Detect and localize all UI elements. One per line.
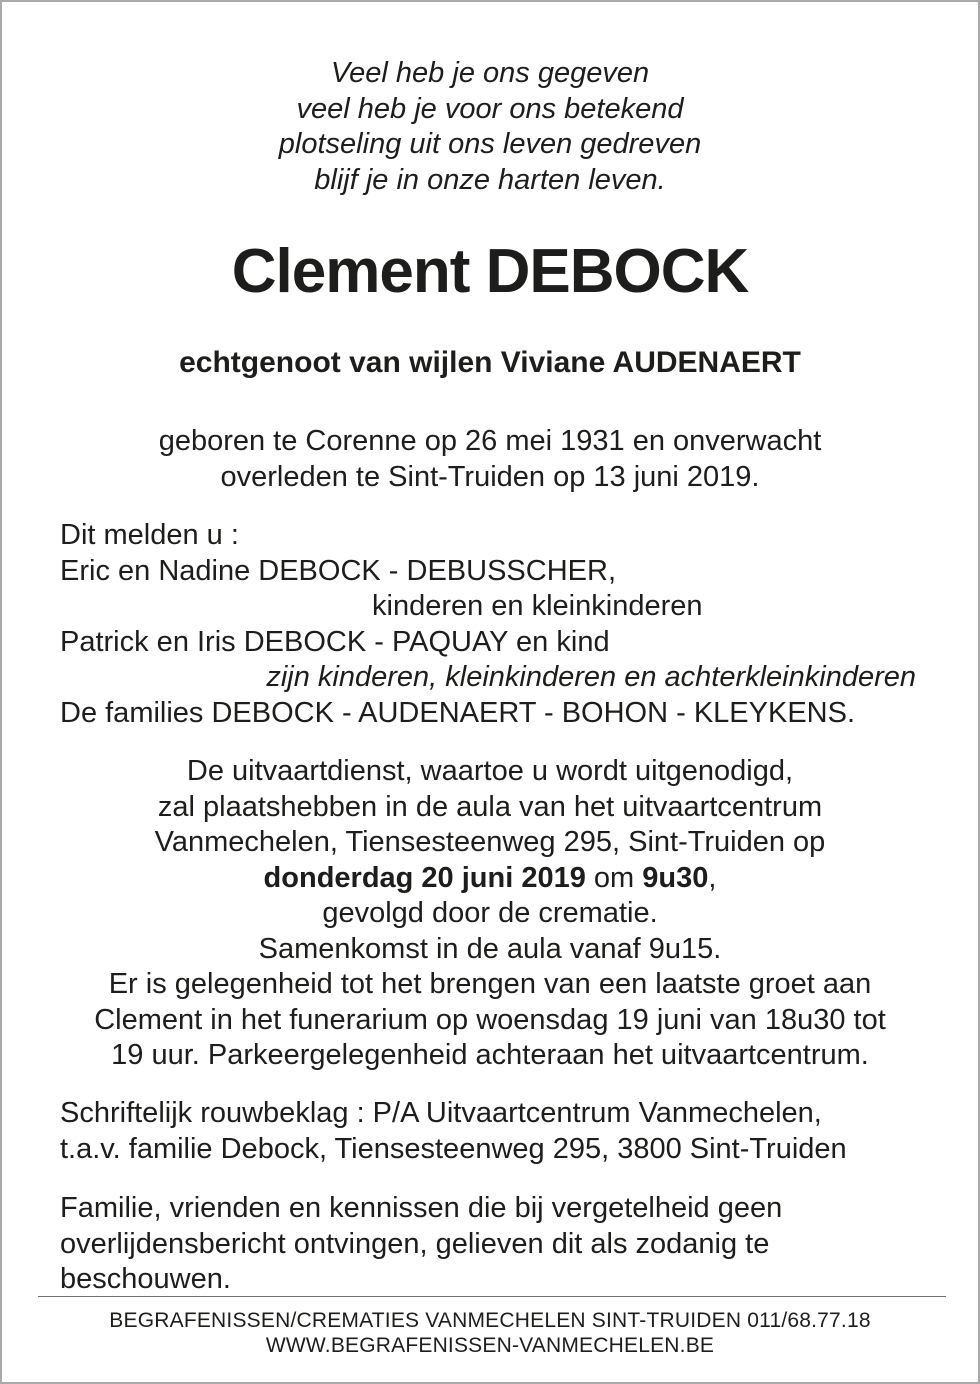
condolence-line: t.a.v. familie Debock, Tiensesteenweg 295, 3800 Sint-Truiden bbox=[60, 1132, 847, 1165]
death-line: overleden te Sint-Truiden op 13 juni 2019. bbox=[220, 460, 760, 493]
notice-paragraph bbox=[60, 1191, 940, 1298]
service-line: Vanmechelen, Tiensesteenweg 295, Sint-Truiden op bbox=[154, 826, 826, 858]
service-datetime bbox=[2, 861, 978, 897]
service-om: om bbox=[585, 861, 643, 894]
footer bbox=[2, 1308, 978, 1358]
mourner-families: De families DEBOCK - AUDENAERT - BOHON - KLEYKENS. bbox=[60, 696, 856, 729]
mourner-line: Patrick en Iris DEBOCK - PAQUAY en kind bbox=[60, 625, 610, 658]
notice-line: overlijdensbericht ontvingen, gelieven dit als zodanig te bbox=[60, 1227, 770, 1260]
service-time: 9u30 bbox=[642, 861, 709, 894]
service-line: gevolgd door de crematie. bbox=[322, 897, 658, 929]
service-line: zal plaatshebben in de aula van het uitvaartcentrum bbox=[157, 790, 823, 823]
mourners-list bbox=[60, 518, 940, 731]
service-line: De uitvaartdienst, waartoe u wordt uitgenodigd, bbox=[186, 755, 794, 787]
condolence-line: Schriftelijk rouwbeklag : P/A Uitvaartcentrum Vanmechelen, bbox=[60, 1097, 822, 1129]
service-line: 19 uur. Parkeergelegenheid achteraan het uitvaartcentrum. bbox=[111, 1039, 869, 1071]
funeral-service-info bbox=[2, 754, 978, 1074]
mourners-intro: Dit melden u : bbox=[60, 519, 239, 551]
service-date: donderdag 20 juni 2019 bbox=[263, 861, 586, 894]
mourner-line: Eric en Nadine DEBOCK - DEBUSSCHER, bbox=[60, 554, 616, 587]
deceased-name: Clement DEBOCK bbox=[231, 237, 749, 306]
footer-website: WWW.BEGRAFENISSEN-VANMECHELEN.BE bbox=[265, 1334, 715, 1357]
spouse-line: echtgenoot van wijlen Viviane AUDENAERT bbox=[179, 346, 801, 379]
footer-divider bbox=[38, 1296, 946, 1297]
mourner-relation: kinderen en kleinkinderen bbox=[372, 590, 703, 622]
service-comma: , bbox=[708, 861, 717, 894]
footer-company: BEGRAFENISSEN/CREMATIES VANMECHELEN SINT-TRUIDEN 011/68.77.18 bbox=[109, 1309, 871, 1332]
poem-line: veel heb je voor ons betekend bbox=[296, 92, 684, 125]
service-line: Samenkomst in de aula vanaf 9u15. bbox=[258, 932, 722, 965]
poem-line: Veel heb je ons gegeven bbox=[330, 57, 650, 89]
notice-line: beschouwen. bbox=[60, 1263, 231, 1295]
notice-line: Familie, vrienden en kennissen die bij vergetelheid geen bbox=[60, 1192, 783, 1224]
condolence-address bbox=[60, 1096, 940, 1167]
birth-death-info bbox=[2, 424, 978, 495]
service-line: Clement in het funerarium op woensdag 19 juni van 18u30 tot bbox=[94, 1003, 886, 1036]
service-line: Er is gelegenheid tot het brengen van een laatste groet aan bbox=[108, 968, 872, 1000]
mourner-relation-italic: zijn kinderen, kleinkinderen en achterkleinkinderen bbox=[266, 661, 916, 693]
poem bbox=[2, 56, 978, 198]
poem-line: plotseling uit ons leven gedreven bbox=[278, 128, 702, 160]
birth-line: geboren te Corenne op 26 mei 1931 en onverwacht bbox=[158, 425, 822, 457]
poem-line: blijf je in onze harten leven. bbox=[314, 163, 666, 196]
